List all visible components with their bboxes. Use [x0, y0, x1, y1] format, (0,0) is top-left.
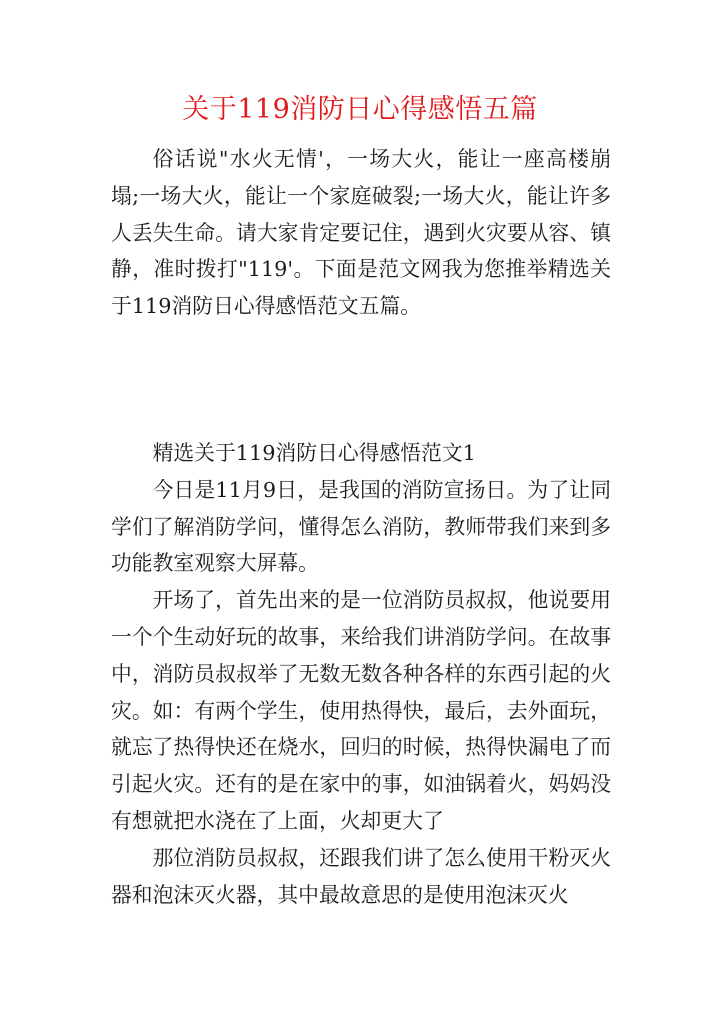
section-heading: 精选关于119消防日心得感悟范文1: [152, 440, 476, 465]
body-paragraph: 今日是11月9日，是我国的消防宣扬日。为了让同学们了解消防学问，懂得怎么消防，教师带我们来到多功能教室观察大屏幕。: [111, 477, 611, 576]
body-paragraph: 那位消防员叔叔，还跟我们讲了怎么使用干粉灭火器和泡沫灭火器，其中最故意思的是使用泡沫灭火: [111, 845, 611, 907]
body-paragraph: 开场了，首先出来的是一位消防员叔叔，他说要用一个个生动好玩的故事，来给我们讲消防学问。在故事中，消防员叔叔举了无数无数各种各样的东西引起的火灾。如：有两个学生，使用热得快，最后，去外面玩，就忘了热得快还在烧水，回归的时候，热得快漏电了而引起火灾。还有的是在家中的事，如油锅着火，妈妈没有想就把水浇在了上面，火却更大了: [111, 588, 611, 833]
intro-paragraph: 俗话说"水火无情'，一场大火，能让一座高楼崩塌;一场大火，能让一个家庭破裂;一场大火，能让许多人丢失生命。请大家肯定要记住，遇到火灾要从容、镇静，准时拨打"119'。下面是范文网我为您推举精选关于119消防日心得感悟范文五篇。: [111, 147, 611, 319]
document-body: [111, 141, 611, 913]
document-title: 关于119消防日心得感悟五篇: [182, 94, 538, 125]
section-gap: [111, 325, 611, 435]
